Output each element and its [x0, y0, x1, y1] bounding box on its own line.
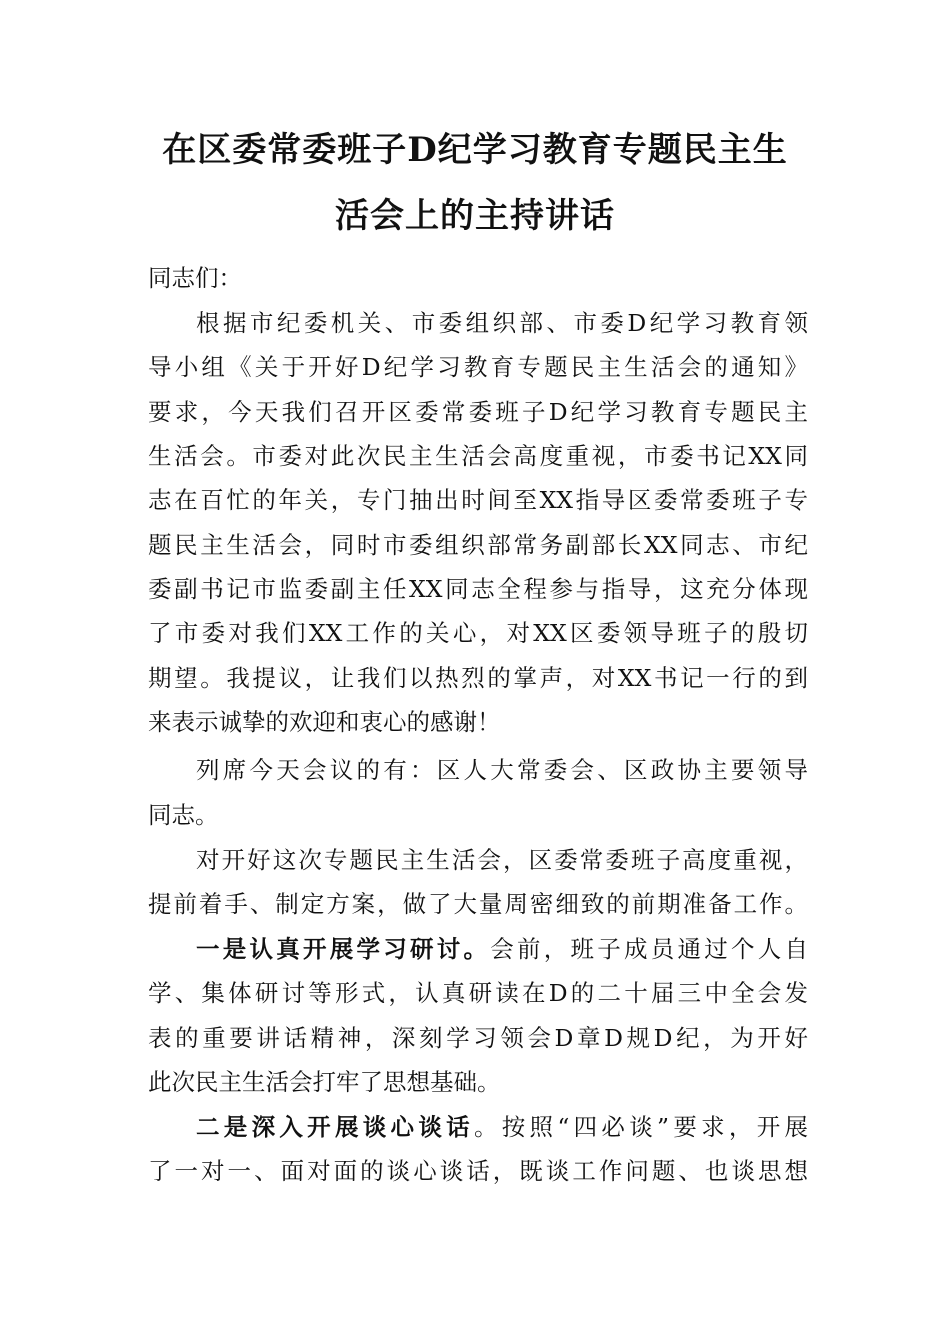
paragraph-2-line: 同志。: [148, 801, 219, 829]
greeting: 同志们：: [148, 264, 242, 292]
paragraph-2-line: 列席今天会议的有：区人大常委会、区政协主要领导: [196, 756, 808, 784]
paragraph-1-line: 志在百忙的年关，专门抽出时间至XX指导区委常委班子专: [148, 486, 808, 514]
paragraph-1-line: 期望。我提议，让我们以热烈的掌声，对XX书记一行的到: [148, 664, 808, 692]
paragraph-1-line: 来表示诚挚的欢迎和衷心的感谢！: [148, 708, 501, 736]
paragraph-1-line: 了市委对我们XX工作的关心，对XX区委领导班子的殷切: [148, 619, 808, 647]
document-title-line-2: 活会上的主持讲话: [335, 196, 615, 236]
paragraph-3-line: 对开好这次专题民主生活会，区委常委班子高度重视，: [196, 846, 808, 874]
paragraph-3-line: 提前着手、制定方案，做了大量周密细致的前期准备工作。: [148, 890, 808, 918]
paragraph-5-line: 了一对一、面对面的谈心谈话，既谈工作问题、也谈思想: [148, 1157, 808, 1185]
paragraph-4-line: 此次民主生活会打牢了思想基础。: [148, 1068, 501, 1096]
paragraph-1-line: 题民主生活会，同时市委组织部常务副部长XX同志、市纪: [148, 531, 808, 559]
paragraph-4-line: [196, 934, 808, 964]
paragraph-1-line: 要求，今天我们召开区委常委班子D纪学习教育专题民主: [148, 398, 808, 426]
paragraph-5-text: 。按照“四必谈”要求，开展: [473, 1113, 809, 1141]
paragraph-4-heading: 一是认真开展学习研讨。: [196, 935, 491, 963]
paragraph-4-text: 会前，班子成员通过个人自: [490, 935, 808, 963]
document-title-line-1: 在区委常委班子D纪学习教育专题民主生: [162, 130, 788, 170]
paragraph-1-line: 生活会。市委对此次民主生活会高度重视，市委书记XX同: [148, 442, 808, 470]
paragraph-5-heading: 二是深入开展谈心谈话: [196, 1113, 474, 1141]
paragraph-1-line: 委副书记市监委副主任XX同志全程参与指导，这充分体现: [148, 575, 808, 603]
paragraph-1-line: 导小组《关于开好D纪学习教育专题民主生活会的通知》: [148, 353, 808, 381]
paragraph-4-line: 学、集体研讨等形式，认真研读在D的二十届三中全会发: [148, 979, 808, 1007]
paragraph-4-line: 表的重要讲话精神，深刻学习领会D章D规D纪，为开好: [148, 1024, 808, 1052]
paragraph-5-line: [196, 1112, 808, 1142]
paragraph-1-line: 根据市纪委机关、市委组织部、市委D纪学习教育领: [196, 309, 808, 337]
